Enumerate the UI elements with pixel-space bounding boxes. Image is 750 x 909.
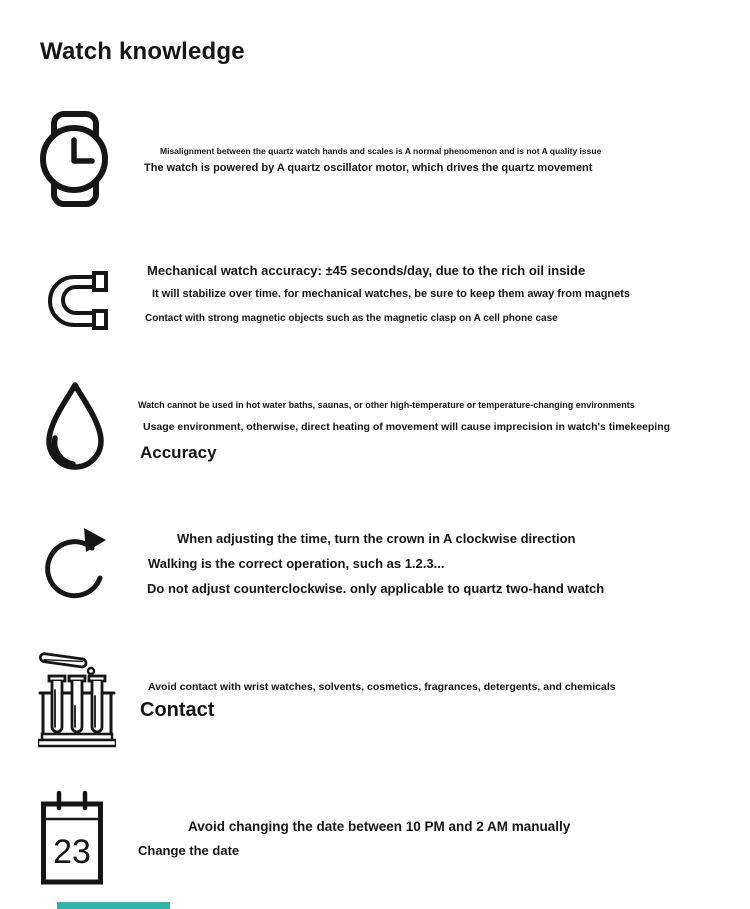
text-line: Do not adjust counterclockwise. only applicable to quartz two-hand watch xyxy=(147,581,605,596)
text-line: It will stabilize over time. for mechanical watches, be sure to keep them away from magnets xyxy=(152,288,631,300)
text-line: When adjusting the time, turn the crown in A clockwise direction xyxy=(177,531,576,546)
text-line: The watch is powered by A quartz oscillator motor, which drives the quartz movement xyxy=(144,162,593,174)
text-line: Change the date xyxy=(138,843,240,858)
text-line: Mechanical watch accuracy: ±45 seconds/day, due to the rich oil inside xyxy=(147,263,586,278)
teal-banner-partial xyxy=(57,902,170,909)
text-line: Avoid changing the date between 10 PM and 2 AM manually xyxy=(188,819,571,834)
section-heading: Accuracy xyxy=(140,443,217,462)
magnet-icon xyxy=(44,268,110,334)
text-line: Watch cannot be used in hot water baths, saunas, or other high-temperature or temperature-changing environments xyxy=(138,400,635,410)
test-tubes-icon xyxy=(38,648,116,748)
water-drop-icon xyxy=(40,380,110,478)
page-title: Watch knowledge xyxy=(40,38,245,65)
text-line: Avoid contact with wrist watches, solvents, cosmetics, fragrances, detergents, and chemicals xyxy=(148,681,616,693)
calendar-icon xyxy=(40,790,104,886)
text-line: Misalignment between the quartz watch hands and scales is A normal phenomenon and is not A quality issue xyxy=(160,146,602,156)
clockwise-arrow-icon xyxy=(42,522,108,604)
text-line: Usage environment, otherwise, direct heating of movement will cause imprecision in watch's timekeeping xyxy=(143,421,671,433)
section-heading: Contact xyxy=(140,699,215,721)
calendar-day-number: 23 xyxy=(53,833,91,871)
text-line: Walking is the correct operation, such as 1.2.3... xyxy=(148,556,445,571)
wristwatch-icon xyxy=(40,110,108,208)
text-line: Contact with strong magnetic objects such as the magnetic clasp on A cell phone case xyxy=(145,313,558,324)
